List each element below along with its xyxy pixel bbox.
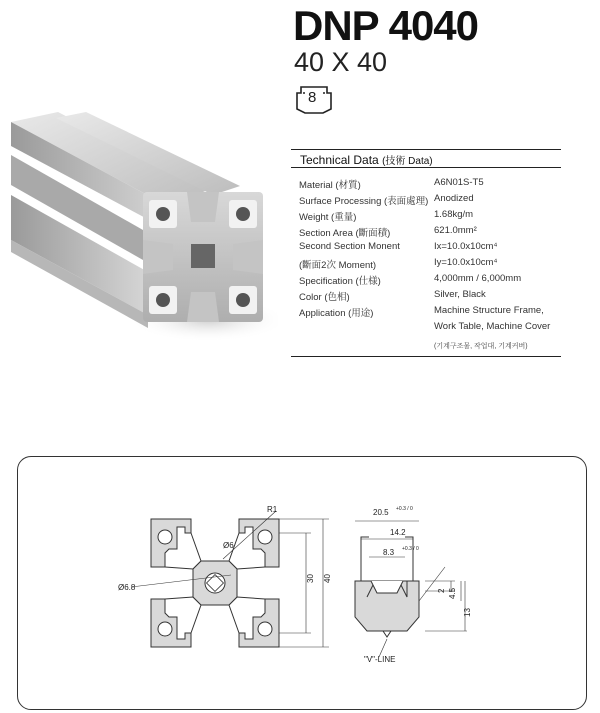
dim-8-3: 8.3 [383, 548, 395, 557]
technical-drawing-frame [17, 456, 587, 710]
profile-3d-render [8, 100, 278, 390]
technical-data-heading: Technical Data (技術 Data) [300, 153, 433, 167]
row-label-moment-kr: (斷面2次 Moment) [299, 260, 377, 271]
table-bottom-rule [291, 356, 561, 357]
row-label-application: Application (用途) [299, 308, 374, 319]
dim-20-5: 20.5 [373, 508, 389, 517]
dim-d6-8: Ø6.8 [118, 583, 136, 592]
dim-30: 30 [306, 574, 315, 583]
dim-8-3-tolerance: +0.3 / 0 [402, 546, 419, 552]
cross-section-drawing [131, 511, 329, 647]
row-label-specification: Specification (仕様) [299, 276, 381, 287]
row-label-color: Color (色相) [299, 292, 350, 303]
row-value-specification: 4,000mm / 6,000mm [434, 273, 522, 284]
product-model: DNP 4040 [293, 2, 479, 49]
row-value-color: Silver, Black [434, 289, 486, 300]
slot-size-number: 8 [308, 89, 317, 106]
dim-2: 2 [437, 588, 446, 593]
table-header-rule [291, 167, 561, 168]
dim-20-5-tolerance: +0.3 / 0 [396, 506, 413, 512]
v-line-label: "V"-LINE [364, 655, 396, 664]
dim-r1: R1 [267, 505, 278, 514]
row-value-weight: 1.68kg/m [434, 209, 474, 220]
row-value-application-1: Machine Structure Frame, [434, 305, 544, 316]
dim-14-2: 14.2 [390, 528, 406, 537]
row-value-application-2: Work Table, Machine Cover [434, 321, 551, 332]
dim-13: 13 [463, 608, 472, 617]
row-value-surface: Anodized [434, 193, 474, 204]
row-value-material: A6N01S-T5 [434, 177, 484, 188]
row-label-section-area: Section Area (斷面積) [299, 228, 391, 239]
slot-size-icon [293, 83, 335, 117]
dim-d6: Ø6 [223, 541, 234, 550]
row-label-surface: Surface Processing (表面處理) [299, 196, 429, 207]
product-size: 40 X 40 [294, 47, 388, 77]
dim-4-5: 4.5 [448, 587, 457, 599]
row-label-material: Material (材質) [299, 180, 361, 191]
row-label-weight: Weight (重量) [299, 212, 357, 223]
application-note: (기계구조물, 작업대, 기계커버) [434, 343, 528, 350]
row-value-moment-iy: Iy=10.0x10cm⁴ [434, 257, 498, 268]
dim-40: 40 [323, 574, 332, 583]
row-label-moment: Second Section Monent [299, 241, 400, 252]
row-value-section-area: 621.0mm² [434, 225, 477, 236]
row-value-moment-ix: Ix=10.0x10cm⁴ [434, 241, 498, 252]
table-top-rule [291, 149, 561, 150]
